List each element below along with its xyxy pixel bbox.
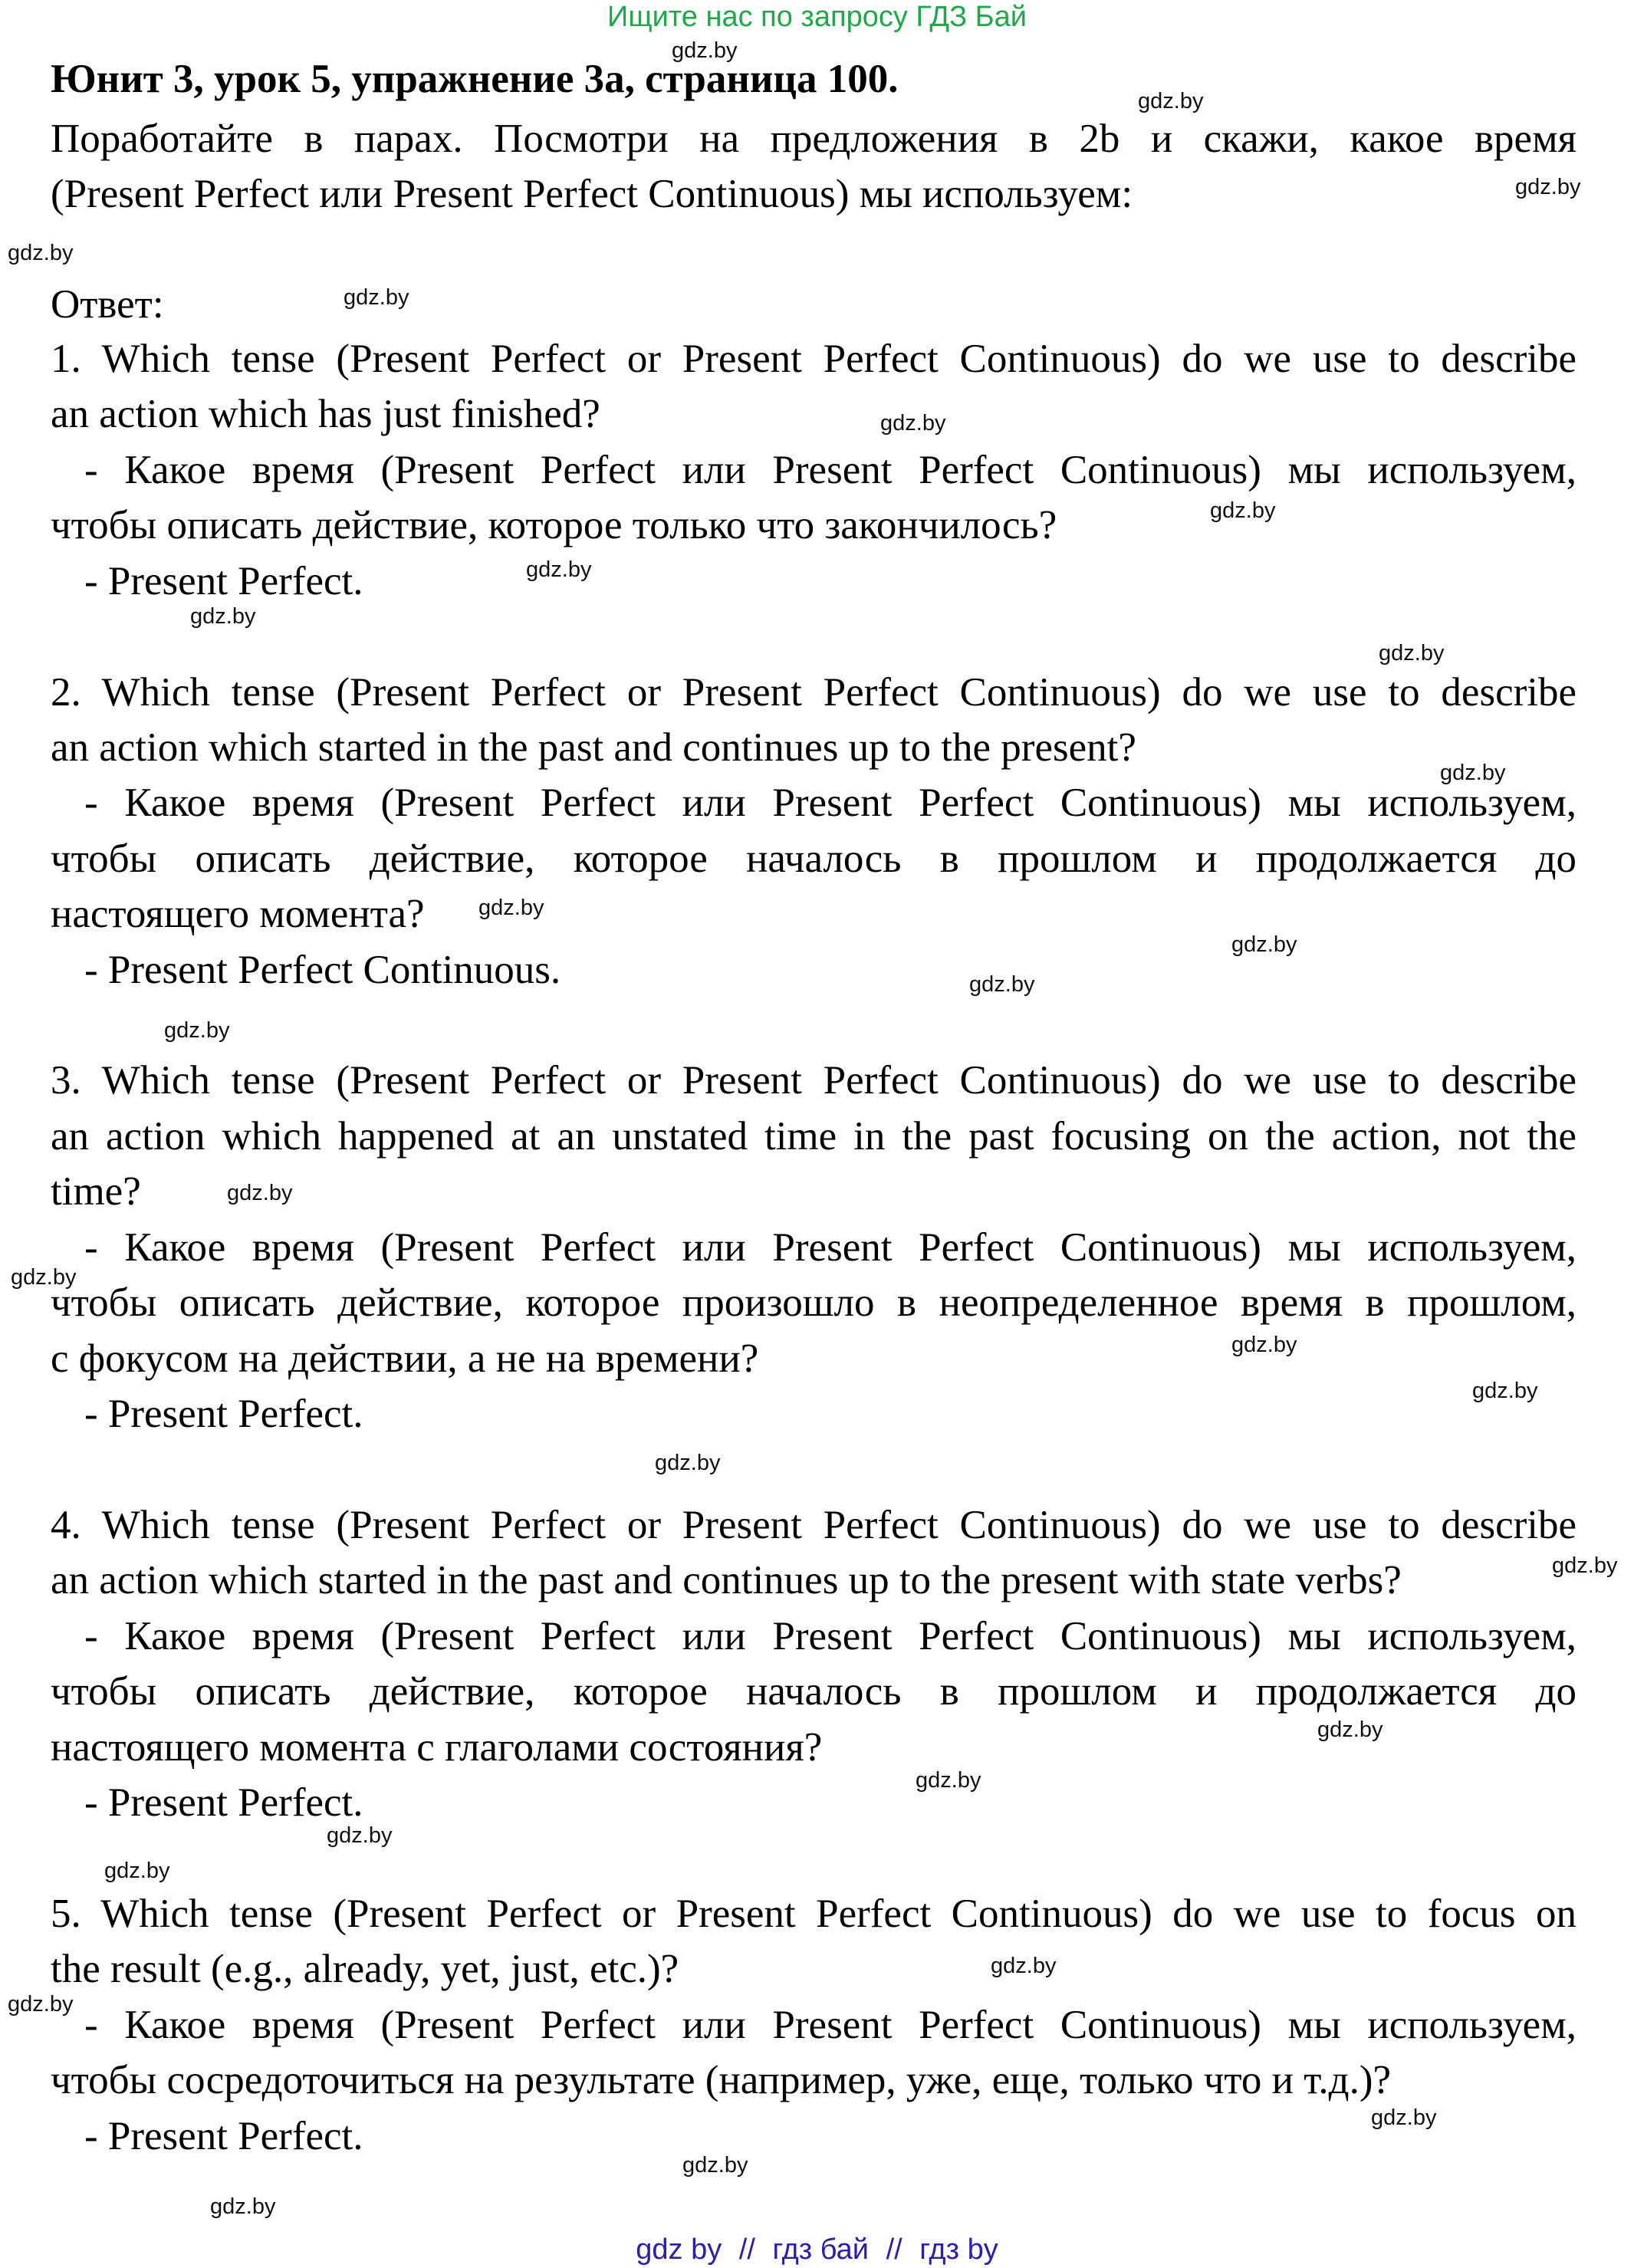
item-1-translation-line-2: чтобы описать действие, которое только что закончилось? bbox=[51, 503, 1057, 547]
item-3-translation-line-1: - Какое время (Present Perfect или Present Perfect Continuous) мы используем, bbox=[84, 1225, 1576, 1270]
item-5-translation-line-2: чтобы сосредоточиться на результате (например, уже, еще, только что и т.д.)? bbox=[51, 2058, 1392, 2102]
watermark: gdz.by bbox=[969, 972, 1035, 997]
footer-separator: // bbox=[886, 2233, 902, 2266]
item-3-question-line-2: an action which happened at an unstated time in the past focusing on the action, not the bbox=[51, 1114, 1576, 1159]
item-2-translation-line-2: чтобы описать действие, которое началось в прошлом и продолжается до bbox=[51, 837, 1576, 881]
search-banner-link[interactable]: Ищите нас по запросу ГДЗ Бай bbox=[607, 1, 1027, 33]
watermark: gdz.by bbox=[227, 1181, 293, 1205]
exercise-title: Юнит 3, урок 5, упражнение 3а, страница 100. bbox=[51, 57, 899, 101]
item-2-question-line-1: 2. Which tense (Present Perfect or Present Perfect Continuous) do we use to describe bbox=[51, 670, 1576, 715]
watermark: gdz.by bbox=[210, 2194, 276, 2219]
watermark: gdz.by bbox=[11, 1265, 77, 1290]
footer-separator: // bbox=[738, 2233, 755, 2266]
watermark: gdz.by bbox=[1317, 1717, 1383, 1742]
watermark: gdz.by bbox=[1231, 1333, 1297, 1357]
item-3-question-line-1: 3. Which tense (Present Perfect or Present Perfect Continuous) do we use to describe bbox=[51, 1058, 1576, 1103]
watermark: gdz.by bbox=[526, 557, 592, 582]
watermark: gdz.by bbox=[682, 2153, 748, 2178]
answer-label: Ответ: bbox=[51, 282, 164, 327]
item-4-question-line-1: 4. Which tense (Present Perfect or Present Perfect Continuous) do we use to describe bbox=[51, 1503, 1576, 1547]
watermark: gdz.by bbox=[1231, 932, 1297, 957]
watermark: gdz.by bbox=[1552, 1553, 1618, 1578]
watermark: gdz.by bbox=[164, 1018, 230, 1043]
footer-link-gdz-by[interactable]: gdz by bbox=[636, 2233, 722, 2266]
item-3-question-line-3: time? bbox=[51, 1169, 141, 1214]
watermark: gdz.by bbox=[8, 1992, 74, 2017]
watermark: gdz.by bbox=[1515, 175, 1581, 199]
item-5-question-line-1: 5. Which tense (Present Perfect or Present Perfect Continuous) do we use to focus on bbox=[51, 1892, 1576, 1936]
instruction-line-2: (Present Perfect или Present Perfect Continuous) мы используем: bbox=[51, 172, 1133, 216]
item-2-translation-line-1: - Какое время (Present Perfect или Present Perfect Continuous) мы используем, bbox=[84, 781, 1576, 825]
item-4-answer: - Present Perfect. bbox=[84, 1780, 363, 1825]
item-3-answer: - Present Perfect. bbox=[84, 1392, 363, 1436]
item-4-translation-line-2: чтобы описать действие, которое началось в прошлом и продолжается до bbox=[51, 1669, 1576, 1714]
item-1-question-line-1: 1. Which tense (Present Perfect or Present Perfect Continuous) do we use to describe bbox=[51, 337, 1576, 381]
item-5-question-line-2: the result (e.g., already, yet, just, etc.)? bbox=[51, 1947, 679, 1991]
item-5-answer: - Present Perfect. bbox=[84, 2114, 363, 2158]
item-1-translation-line-1: - Какое время (Present Perfect или Present Perfect Continuous) мы используем, bbox=[84, 448, 1576, 492]
watermark: gdz.by bbox=[344, 285, 409, 310]
item-4-question-line-2: an action which started in the past and continues up to the present with state verbs? bbox=[51, 1558, 1402, 1602]
instruction-line-1: Поработайте в парах. Посмотри на предложения в 2b и скажи, какое время bbox=[51, 117, 1576, 161]
item-3-translation-line-2: чтобы описать действие, которое произошло в неопределенное время в прошлом, bbox=[51, 1280, 1576, 1325]
watermark: gdz.by bbox=[1210, 498, 1276, 523]
watermark: gdz.by bbox=[1440, 761, 1506, 785]
item-4-translation-line-3: настоящего момента с глаголами состояния? bbox=[51, 1725, 823, 1770]
item-1-question-line-2: an action which has just finished? bbox=[51, 392, 600, 436]
item-2-answer: - Present Perfect Continuous. bbox=[84, 948, 561, 992]
watermark: gdz.by bbox=[1371, 2105, 1437, 2130]
watermark: gdz.by bbox=[672, 38, 738, 63]
watermark: gdz.by bbox=[1472, 1379, 1538, 1403]
footer-links bbox=[0, 2233, 1634, 2266]
watermark: gdz.by bbox=[8, 241, 74, 265]
watermark: gdz.by bbox=[478, 896, 544, 920]
item-4-translation-line-1: - Какое время (Present Perfect или Present Perfect Continuous) мы используем, bbox=[84, 1614, 1576, 1658]
watermark: gdz.by bbox=[190, 604, 256, 629]
watermark: gdz.by bbox=[991, 1954, 1057, 1978]
footer-link-gdz-bai[interactable]: гдз бай bbox=[772, 2233, 870, 2266]
watermark: gdz.by bbox=[655, 1451, 721, 1475]
item-3-translation-line-3: с фокусом на действии, а не на времени? bbox=[51, 1336, 759, 1381]
watermark: gdz.by bbox=[880, 411, 946, 436]
footer-link-gdz-by-ru[interactable]: гдз by bbox=[919, 2233, 998, 2266]
item-5-translation-line-1: - Какое время (Present Perfect или Present Perfect Continuous) мы используем, bbox=[84, 2003, 1576, 2047]
item-2-question-line-2: an action which started in the past and continues up to the present? bbox=[51, 725, 1136, 770]
item-2-translation-line-3: настоящего момента? bbox=[51, 892, 425, 936]
watermark: gdz.by bbox=[327, 1823, 393, 1848]
watermark: gdz.by bbox=[1379, 641, 1445, 666]
item-1-answer: - Present Perfect. bbox=[84, 559, 363, 603]
watermark: gdz.by bbox=[104, 1859, 170, 1883]
watermark: gdz.by bbox=[916, 1768, 981, 1793]
watermark: gdz.by bbox=[1138, 89, 1204, 113]
